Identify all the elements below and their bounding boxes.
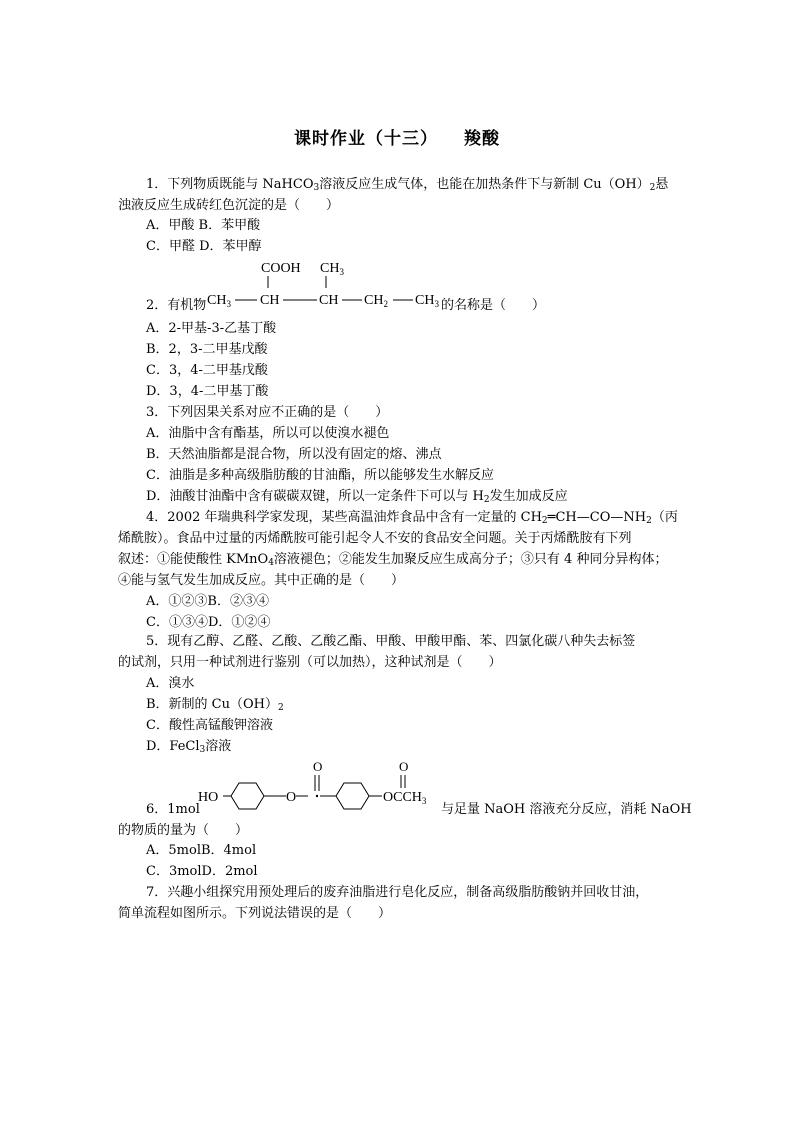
carbonyl-o-2-label: O <box>399 759 409 774</box>
q6-suffix: 与足量 NaOH 溶液充分反应，消耗 NaOH <box>441 802 692 817</box>
q2-option-a: A．2-甲基-3-乙基丁酸 <box>146 321 277 336</box>
q1-line1: 1．下列物质既能与 NaHCO$_3$溶液反应生成气体，也能在加热条件下与新制 $Cu(OH)_2$悬 <box>146 177 669 193</box>
q5-line1: 5．现有乙醇、乙醛、乙酸、乙酸乙酯、甲酸、甲酸甲酯、苯、四氯化碳八种失去标签 <box>146 634 636 649</box>
q2-option-c: C．3，4-二甲基戊酸 <box>146 363 268 378</box>
q3-option-a: A．油脂中含有酯基，所以可以使溴水褪色 <box>146 426 390 441</box>
q2-prefix: 2．有机物 <box>146 298 207 313</box>
q5-option-c: C．酸性高锰酸钾溶液 <box>146 718 273 733</box>
q3-option-c: C．油脂是多种高级脂肪酸的甘油酯，所以能够发生水解反应 <box>146 468 494 483</box>
ester-o-1-label: O <box>286 790 297 805</box>
q3-option-b: B．天然油脂都是混合物，所以没有固定的熔、沸点 <box>146 447 442 462</box>
ch3-right-label: $CH_3$ <box>415 293 439 309</box>
title-main: 课时作业（十三） <box>294 129 438 149</box>
ch3-branch-label: $CH_3$ <box>320 261 344 277</box>
q4-line1: 4．2002 年瑞典科学家发现，某些高温油炸食品中含有一定量的 $CH_2═CH—CO—NH_2$（丙 <box>146 510 678 526</box>
q6-options-cd: C．3molD．2mol <box>146 864 258 879</box>
title-topic: 羧酸 <box>464 129 500 149</box>
q4-options-cd: C．①③④D．①②④ <box>146 615 271 630</box>
q2-option-b: B．2，3-二甲基戊酸 <box>146 342 268 357</box>
ch2-label: $CH_2$ <box>364 293 388 309</box>
q5-option-d: D．FeCl$_3$溶液 <box>146 739 232 755</box>
ch3-left-label: $CH_3$ <box>207 293 231 309</box>
q6-line2: 的物质的量为（ ） <box>118 823 249 838</box>
cooh-label: COOH <box>261 261 301 276</box>
q5-option-a: A．溴水 <box>146 676 195 691</box>
ho-label: HO <box>198 790 219 805</box>
q2-option-d: D．3，4-二甲基丁酸 <box>146 384 269 399</box>
q4-options-ab: A．①②③B．②③④ <box>146 594 269 609</box>
occh3-label: $OCCH_3$ <box>383 790 427 806</box>
q3-stem: 3．下列因果关系对应不正确的是（ ） <box>146 405 389 420</box>
q5-line2: 的试剂，只用一种试剂进行鉴别（可以加热），这种试剂是（ ） <box>118 655 502 670</box>
q1-options-cd: C．甲醛 D．苯甲醇 <box>146 239 262 254</box>
page-title <box>0 124 794 149</box>
q1-options-ab: A．甲酸 B．苯甲酸 <box>146 218 261 233</box>
q6-options-ab: A．5molB．4mol <box>146 843 257 858</box>
q3-option-d: D．油酸甘油酯中含有碳碳双键，所以一定条件下可以与 $H_2$发生加成反应 <box>146 489 568 505</box>
q4-line3: 叙述：①能使酸性 KMnO$_4$溶液褪色；②能发生加聚反应生成高分子；③只有 4 种同分异构体； <box>118 552 668 568</box>
q7-line2: 简单流程如图所示。下列说法错误的是（ ） <box>118 906 392 921</box>
q4-line4: ④能与氢气发生加成反应。其中正确的是（ ） <box>118 573 405 588</box>
q2-suffix: 的名称是（ ） <box>441 298 546 313</box>
ch-1-label: CH <box>260 293 280 308</box>
q4-line2: 烯酰胺）。食品中过量的丙烯酰胺可能引起令人不安的食品安全问题。关于丙烯酰胺有下列 <box>118 531 632 546</box>
q6-prefix: 6．1mol <box>146 802 200 817</box>
carbonyl-o-1-label: O <box>313 759 323 774</box>
q1-line2: 浊液反应生成砖红色沉淀的是（ ） <box>118 198 340 213</box>
q5-option-b: B．新制的 $Cu(OH)_2$ <box>146 697 284 713</box>
q7-line1: 7．兴趣小组探究用预处理后的废弃油脂进行皂化反应，制备高级脂肪酸钠并回收甘油， <box>146 885 649 900</box>
ch-2-label: CH <box>319 293 339 308</box>
